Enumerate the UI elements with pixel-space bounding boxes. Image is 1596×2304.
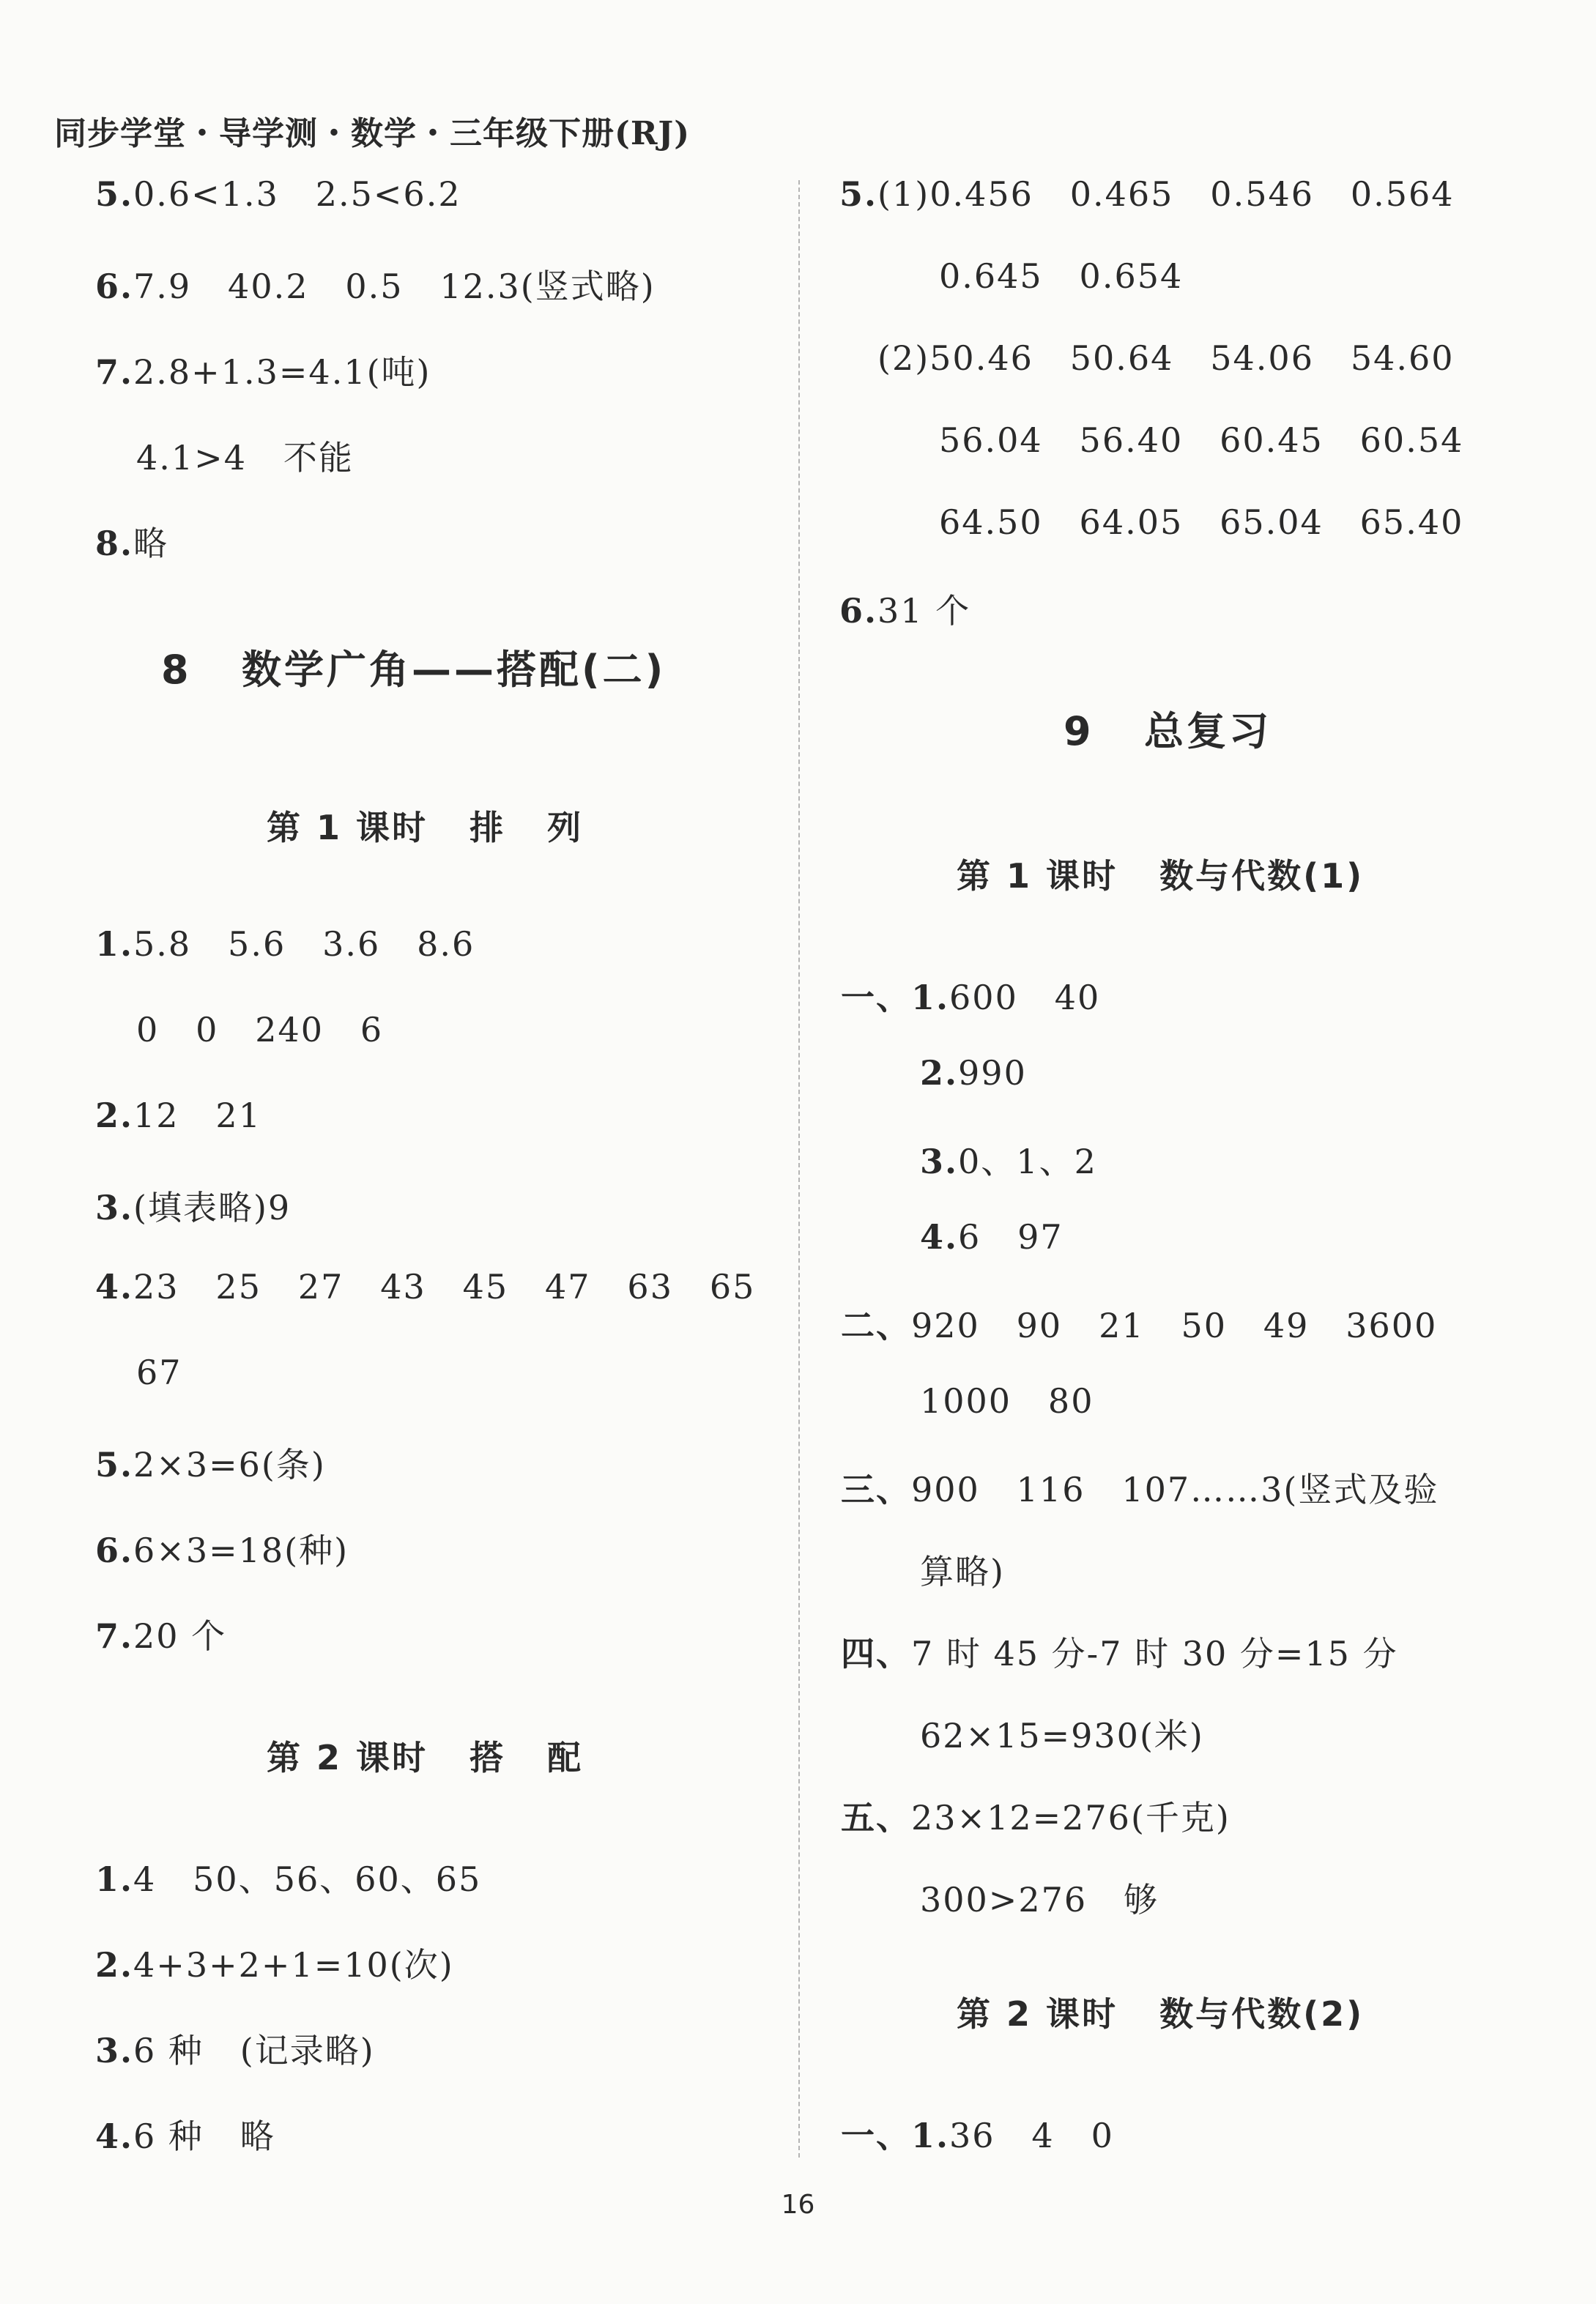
answer-item: 2.4+3+2+1=10(次) xyxy=(95,1945,454,1985)
answer-item: 4.1>4 不能 xyxy=(136,438,354,477)
answer-item: 62×15=930(米) xyxy=(920,1716,1204,1755)
answer-item: 算略) xyxy=(920,1552,1005,1591)
answer-item: 6.31 个 xyxy=(839,591,971,631)
answer-item: 64.50 64.05 65.04 65.40 xyxy=(939,502,1464,542)
answer-item: 8.略 xyxy=(95,524,169,563)
answer-item: 5.(1)0.456 0.465 0.546 0.564 xyxy=(839,174,1455,214)
answer-item: 5.0.6<1.3 2.5<6.2 xyxy=(95,174,461,214)
page-number: 16 xyxy=(781,2190,815,2220)
lesson-title: 第 1 课时 排 列 xyxy=(267,808,584,847)
answer-item: 3.(填表略)9 xyxy=(95,1188,292,1227)
answer-item: 三、900 116 107……3(竖式及验 xyxy=(841,1470,1439,1509)
lesson-title: 第 1 课时 数与代数(1) xyxy=(957,856,1365,896)
chapter-title: 9 总复习 xyxy=(1064,708,1272,754)
answer-item: 五、23×12=276(千克) xyxy=(841,1798,1231,1837)
answer-item: 四、7 时 45 分-7 时 30 分=15 分 xyxy=(841,1634,1398,1673)
answer-item: 4.6 种 略 xyxy=(95,2117,275,2156)
answer-item: 3.6 种 (记录略) xyxy=(95,2031,375,2070)
lesson-title: 第 2 课时 数与代数(2) xyxy=(957,1994,1365,2034)
answer-item: 6.7.9 40.2 0.5 12.3(竖式略) xyxy=(95,267,656,306)
answer-item: 4.6 97 xyxy=(920,1217,1064,1257)
answer-item: 一、1.600 40 xyxy=(841,978,1101,1017)
answer-item: (2)50.46 50.64 54.06 54.60 xyxy=(877,338,1455,378)
answer-item: 1.5.8 5.6 3.6 8.6 xyxy=(95,924,475,964)
answer-item: 6.6×3=18(种) xyxy=(95,1531,349,1570)
answer-item: 300>276 够 xyxy=(920,1880,1159,1920)
answer-item: 7.2.8+1.3=4.1(吨) xyxy=(95,352,431,392)
answer-item: 3.0、1、2 xyxy=(920,1142,1097,1181)
column-divider xyxy=(798,180,800,2158)
answer-item: 1.4 50、56、60、65 xyxy=(95,1859,482,1899)
answer-item: 2.990 xyxy=(920,1053,1027,1093)
answer-item: 0 0 240 6 xyxy=(136,1010,384,1049)
answer-item: 0.645 0.654 xyxy=(939,256,1184,296)
answer-item: 56.04 56.40 60.45 60.54 xyxy=(939,420,1464,460)
answer-item: 二、920 90 21 50 49 3600 xyxy=(841,1306,1438,1345)
answer-item: 7.20 个 xyxy=(95,1616,227,1656)
answer-item: 2.12 21 xyxy=(95,1096,261,1135)
answer-item: 67 xyxy=(136,1353,182,1392)
answer-item: 4.23 25 27 43 45 47 63 65 xyxy=(95,1267,756,1307)
chapter-title: 8 数学广角——搭配(二) xyxy=(161,647,667,693)
page-header: 同步学堂・导学测・数学・三年级下册(RJ) xyxy=(54,115,691,152)
answer-item: 一、1.36 4 0 xyxy=(841,2116,1114,2155)
answer-item: 1000 80 xyxy=(920,1381,1094,1421)
answer-item: 5.2×3=6(条) xyxy=(95,1445,326,1484)
lesson-title: 第 2 课时 搭 配 xyxy=(267,1738,584,1777)
